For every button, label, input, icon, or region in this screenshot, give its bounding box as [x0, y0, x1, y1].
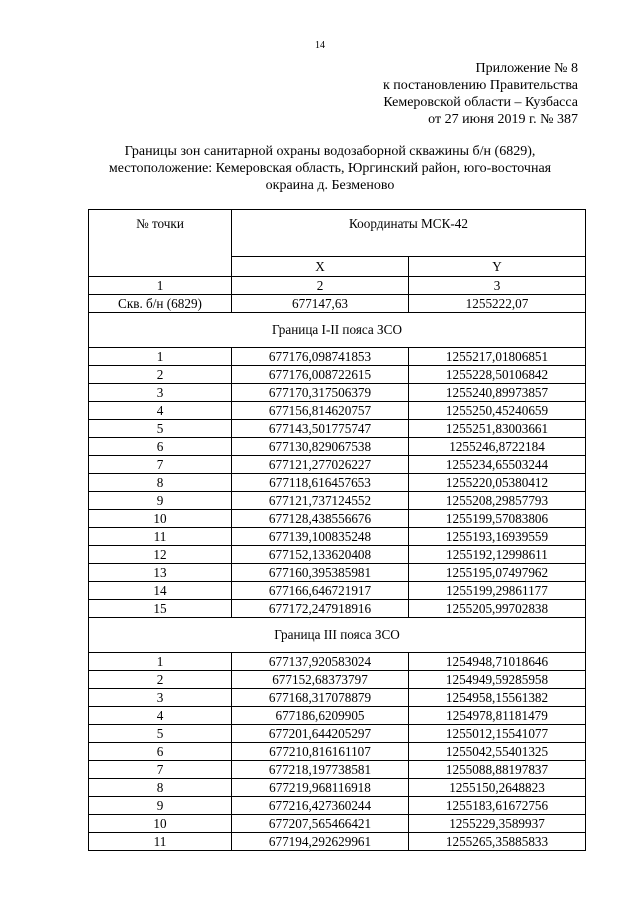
coord-x: 677121,277026227 — [232, 456, 409, 474]
well-x: 677147,63 — [232, 295, 409, 313]
coord-y: 1255088,88197837 — [409, 761, 586, 779]
coord-y: 1255183,61672756 — [409, 797, 586, 815]
coord-x: 677168,317078879 — [232, 689, 409, 707]
point-number: 6 — [89, 743, 232, 761]
title-line: окраина д. Безменово — [265, 178, 395, 193]
coord-x: 677139,100835248 — [232, 528, 409, 546]
well-y: 1255222,07 — [409, 295, 586, 313]
coord-x: 677176,098741853 — [232, 348, 409, 366]
header-x: X — [232, 257, 409, 277]
table-row — [89, 815, 586, 833]
coord-x: 677201,644205297 — [232, 725, 409, 743]
page-number: 14 — [315, 40, 325, 51]
table-row — [89, 671, 586, 689]
document-title — [60, 143, 600, 194]
table-row — [89, 707, 586, 725]
coord-x: 677176,008722615 — [232, 366, 409, 384]
table-row — [89, 546, 586, 564]
coord-y: 1255228,50106842 — [409, 366, 586, 384]
coord-y: 1254958,15561382 — [409, 689, 586, 707]
point-number: 6 — [89, 438, 232, 456]
coord-x: 677170,317506379 — [232, 384, 409, 402]
table-body — [89, 277, 586, 851]
coord-x: 677121,737124552 — [232, 492, 409, 510]
table-row — [89, 456, 586, 474]
point-number: 7 — [89, 761, 232, 779]
table-row — [89, 366, 586, 384]
column-number: 3 — [409, 277, 586, 295]
coord-y: 1255250,45240659 — [409, 402, 586, 420]
coordinates-table — [88, 209, 586, 851]
point-number: 11 — [89, 528, 232, 546]
point-number: 2 — [89, 366, 232, 384]
coord-x: 677219,968116918 — [232, 779, 409, 797]
point-number: 14 — [89, 582, 232, 600]
appendix-line: Кемеровской области – Кузбасса — [383, 95, 578, 110]
appendix-header — [383, 60, 578, 128]
coord-x: 677216,427360244 — [232, 797, 409, 815]
coord-x: 677210,816161107 — [232, 743, 409, 761]
table-row — [89, 600, 586, 618]
section-title-zone-1-2: Граница I-II пояса ЗСО — [89, 313, 586, 348]
title-line: местоположение: Кемеровская область, Юргинский район, юго-восточная — [108, 161, 552, 176]
appendix-line: от 27 июня 2019 г. № 387 — [428, 112, 578, 127]
table-row — [89, 582, 586, 600]
title-line: Границы зон санитарной охраны водозаборной скважины б/н (6829), — [124, 144, 536, 159]
point-number: 3 — [89, 689, 232, 707]
coord-y: 1255193,16939559 — [409, 528, 586, 546]
table-row — [89, 438, 586, 456]
column-number: 1 — [89, 277, 232, 295]
coord-y: 1255251,83003661 — [409, 420, 586, 438]
coord-y: 1255240,89973857 — [409, 384, 586, 402]
coord-y: 1255246,8722184 — [409, 438, 586, 456]
coord-x: 677218,197738581 — [232, 761, 409, 779]
coord-x: 677128,438556676 — [232, 510, 409, 528]
coord-x: 677152,133620408 — [232, 546, 409, 564]
coord-x: 677118,616457653 — [232, 474, 409, 492]
well-row — [89, 295, 586, 313]
coord-y: 1255199,57083806 — [409, 510, 586, 528]
point-number: 7 — [89, 456, 232, 474]
coord-x: 677186,6209905 — [232, 707, 409, 725]
table-row — [89, 833, 586, 851]
table-row — [89, 689, 586, 707]
coord-x: 677137,920583024 — [232, 653, 409, 671]
coord-y: 1255265,35885833 — [409, 833, 586, 851]
point-number: 9 — [89, 492, 232, 510]
point-number: 3 — [89, 384, 232, 402]
column-number: 2 — [232, 277, 409, 295]
appendix-line: Приложение № 8 — [475, 61, 578, 76]
coord-y: 1255150,2648823 — [409, 779, 586, 797]
table-row — [89, 348, 586, 366]
coord-y: 1255220,05380412 — [409, 474, 586, 492]
point-number: 8 — [89, 474, 232, 492]
point-number: 13 — [89, 564, 232, 582]
point-number: 5 — [89, 420, 232, 438]
coord-y: 1254949,59285958 — [409, 671, 586, 689]
coord-x: 677160,395385981 — [232, 564, 409, 582]
coord-y: 1255208,29857793 — [409, 492, 586, 510]
point-number: 8 — [89, 779, 232, 797]
well-label: Скв. б/н (6829) — [89, 295, 232, 313]
table-row — [89, 384, 586, 402]
coord-x: 677166,646721917 — [232, 582, 409, 600]
coord-y: 1255042,55401325 — [409, 743, 586, 761]
table-row — [89, 420, 586, 438]
header-point-number: № точки — [89, 210, 232, 277]
coord-y: 1255234,65503244 — [409, 456, 586, 474]
coord-y: 1254948,71018646 — [409, 653, 586, 671]
table-row — [89, 528, 586, 546]
coord-y: 1255012,15541077 — [409, 725, 586, 743]
coord-x: 677143,501775747 — [232, 420, 409, 438]
section-title-zone-3: Граница III пояса ЗСО — [89, 618, 586, 653]
coord-y: 1255195,07497962 — [409, 564, 586, 582]
table-row — [89, 725, 586, 743]
point-number: 4 — [89, 707, 232, 725]
coord-y: 1255205,99702838 — [409, 600, 586, 618]
point-number: 1 — [89, 348, 232, 366]
point-number: 12 — [89, 546, 232, 564]
header-coordinates: Координаты МСК-42 — [232, 210, 586, 257]
coord-y: 1254978,81181479 — [409, 707, 586, 725]
coord-y: 1255217,01806851 — [409, 348, 586, 366]
coord-x: 677156,814620757 — [232, 402, 409, 420]
table-row — [89, 474, 586, 492]
table-row — [89, 779, 586, 797]
coord-y: 1255229,3589937 — [409, 815, 586, 833]
table-row — [89, 492, 586, 510]
point-number: 5 — [89, 725, 232, 743]
table-row — [89, 653, 586, 671]
point-number: 15 — [89, 600, 232, 618]
header-y: Y — [409, 257, 586, 277]
point-number: 9 — [89, 797, 232, 815]
column-number-row — [89, 277, 586, 295]
coord-x: 677130,829067538 — [232, 438, 409, 456]
table-row — [89, 797, 586, 815]
table-row — [89, 510, 586, 528]
section-header-row — [89, 618, 586, 653]
point-number: 4 — [89, 402, 232, 420]
point-number: 1 — [89, 653, 232, 671]
point-number: 11 — [89, 833, 232, 851]
appendix-line: к постановлению Правительства — [382, 78, 578, 93]
section-header-row — [89, 313, 586, 348]
coord-x: 677172,247918916 — [232, 600, 409, 618]
coord-x: 677152,68373797 — [232, 671, 409, 689]
point-number: 10 — [89, 510, 232, 528]
point-number: 10 — [89, 815, 232, 833]
point-number: 2 — [89, 671, 232, 689]
coord-y: 1255199,29861177 — [409, 582, 586, 600]
coord-x: 677194,292629961 — [232, 833, 409, 851]
table-row — [89, 743, 586, 761]
table-row — [89, 761, 586, 779]
table-row — [89, 564, 586, 582]
table-row — [89, 402, 586, 420]
coord-y: 1255192,12998611 — [409, 546, 586, 564]
coord-x: 677207,565466421 — [232, 815, 409, 833]
